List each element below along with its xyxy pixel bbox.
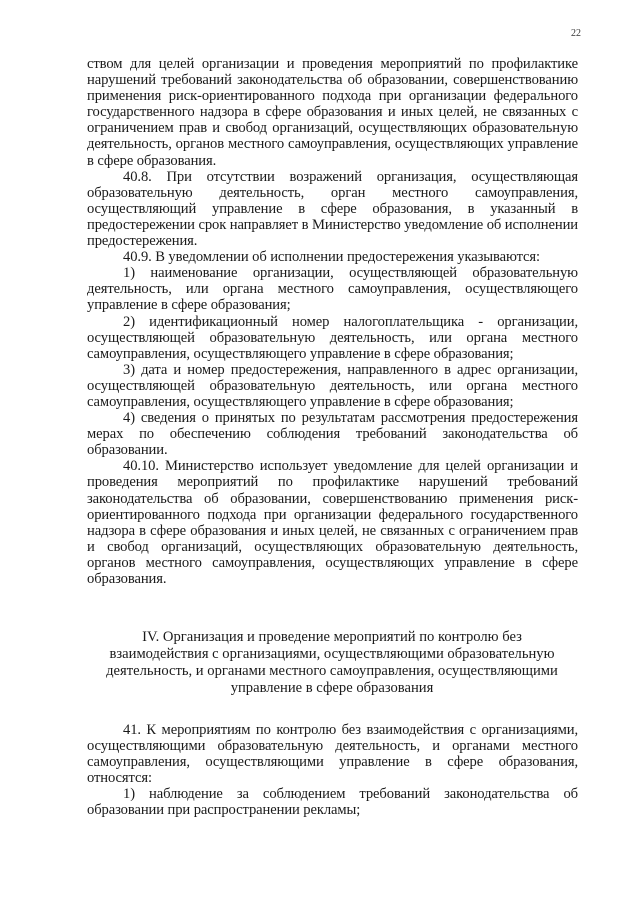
page-number: 22 bbox=[571, 28, 581, 39]
list-item-41-1: 1) наблюдение за соблюдением требований законодательства об образовании при распространении рекламы; bbox=[87, 786, 578, 819]
paragraph-40-9: 40.9. В уведомлении об исполнении предостережения указываются: bbox=[123, 249, 540, 266]
paragraph-40-10: 40.10. Министерство использует уведомление для целей организации и проведения мероприятий по профилактике нарушений требований законодательства об образовании, совершенствованию применения риск-ориентированного подхода при организации федерального государственного надзора в сфере образования и иных целей, не связанных с ограничением прав и свобод организаций, осуществляющих образовательную деятельность, органов местного самоуправления, осуществляющих управление в сфере образования. bbox=[87, 458, 578, 587]
body-text bbox=[87, 56, 578, 587]
section-body-text bbox=[87, 722, 578, 819]
list-item-2: 2) идентификационный номер налогоплательщика - организации, осуществляющей образовательную деятельность, или органа местного самоуправления, осуществляющего управление в сфере образования; bbox=[87, 313, 578, 362]
list-item-1: 1) наименование организации, осуществляющей образовательную деятельность, или органа местного самоуправления, осуществляющего управление в сфере образования; bbox=[87, 265, 578, 314]
list-item-3: 3) дата и номер предостережения, направленного в адрес организации, осуществляющей образовательную деятельность, или органа местного самоуправления, осуществляющего управление в сфере образования; bbox=[87, 361, 578, 410]
paragraph-40-8: 40.8. При отсутствии возражений организация, осуществляющая образовательную деятельность, орган местного самоуправления, осуществляющий управление в сфере образования, в указанный в предостережении срок направляет в Министерство уведомление об исполнении предостережения. bbox=[87, 168, 578, 250]
section-heading: IV. Организация и проведение мероприятий по контролю без взаимодействия с организациями, осуществляющими образовательную деятельность, и органами местного самоуправления, осуществляющими управление в сфере образования bbox=[106, 629, 558, 696]
paragraph-41: 41. К мероприятиям по контролю без взаимодействия с организациями, осуществляющими образовательную деятельность, и органами местного самоуправления, осуществляющими управление в сфере образования, относятся: bbox=[87, 722, 578, 787]
paragraph-continuation: ством для целей организации и проведения мероприятий по профилактике нарушений требований законодательства об образовании, совершенствованию применения риск-ориентированного подхода при организации федерального государственного надзора в сфере образования и иных целей, не связанных с ограничением прав и свобод организаций, осуществляющих образовательную деятельность, органов местного самоуправления, осуществляющих управление в сфере образования. bbox=[87, 56, 578, 169]
list-item-4: 4) сведения о принятых по результатам рассмотрения предостережения мерах по обеспечению соблюдения требований законодательства об образовании. bbox=[87, 410, 578, 459]
